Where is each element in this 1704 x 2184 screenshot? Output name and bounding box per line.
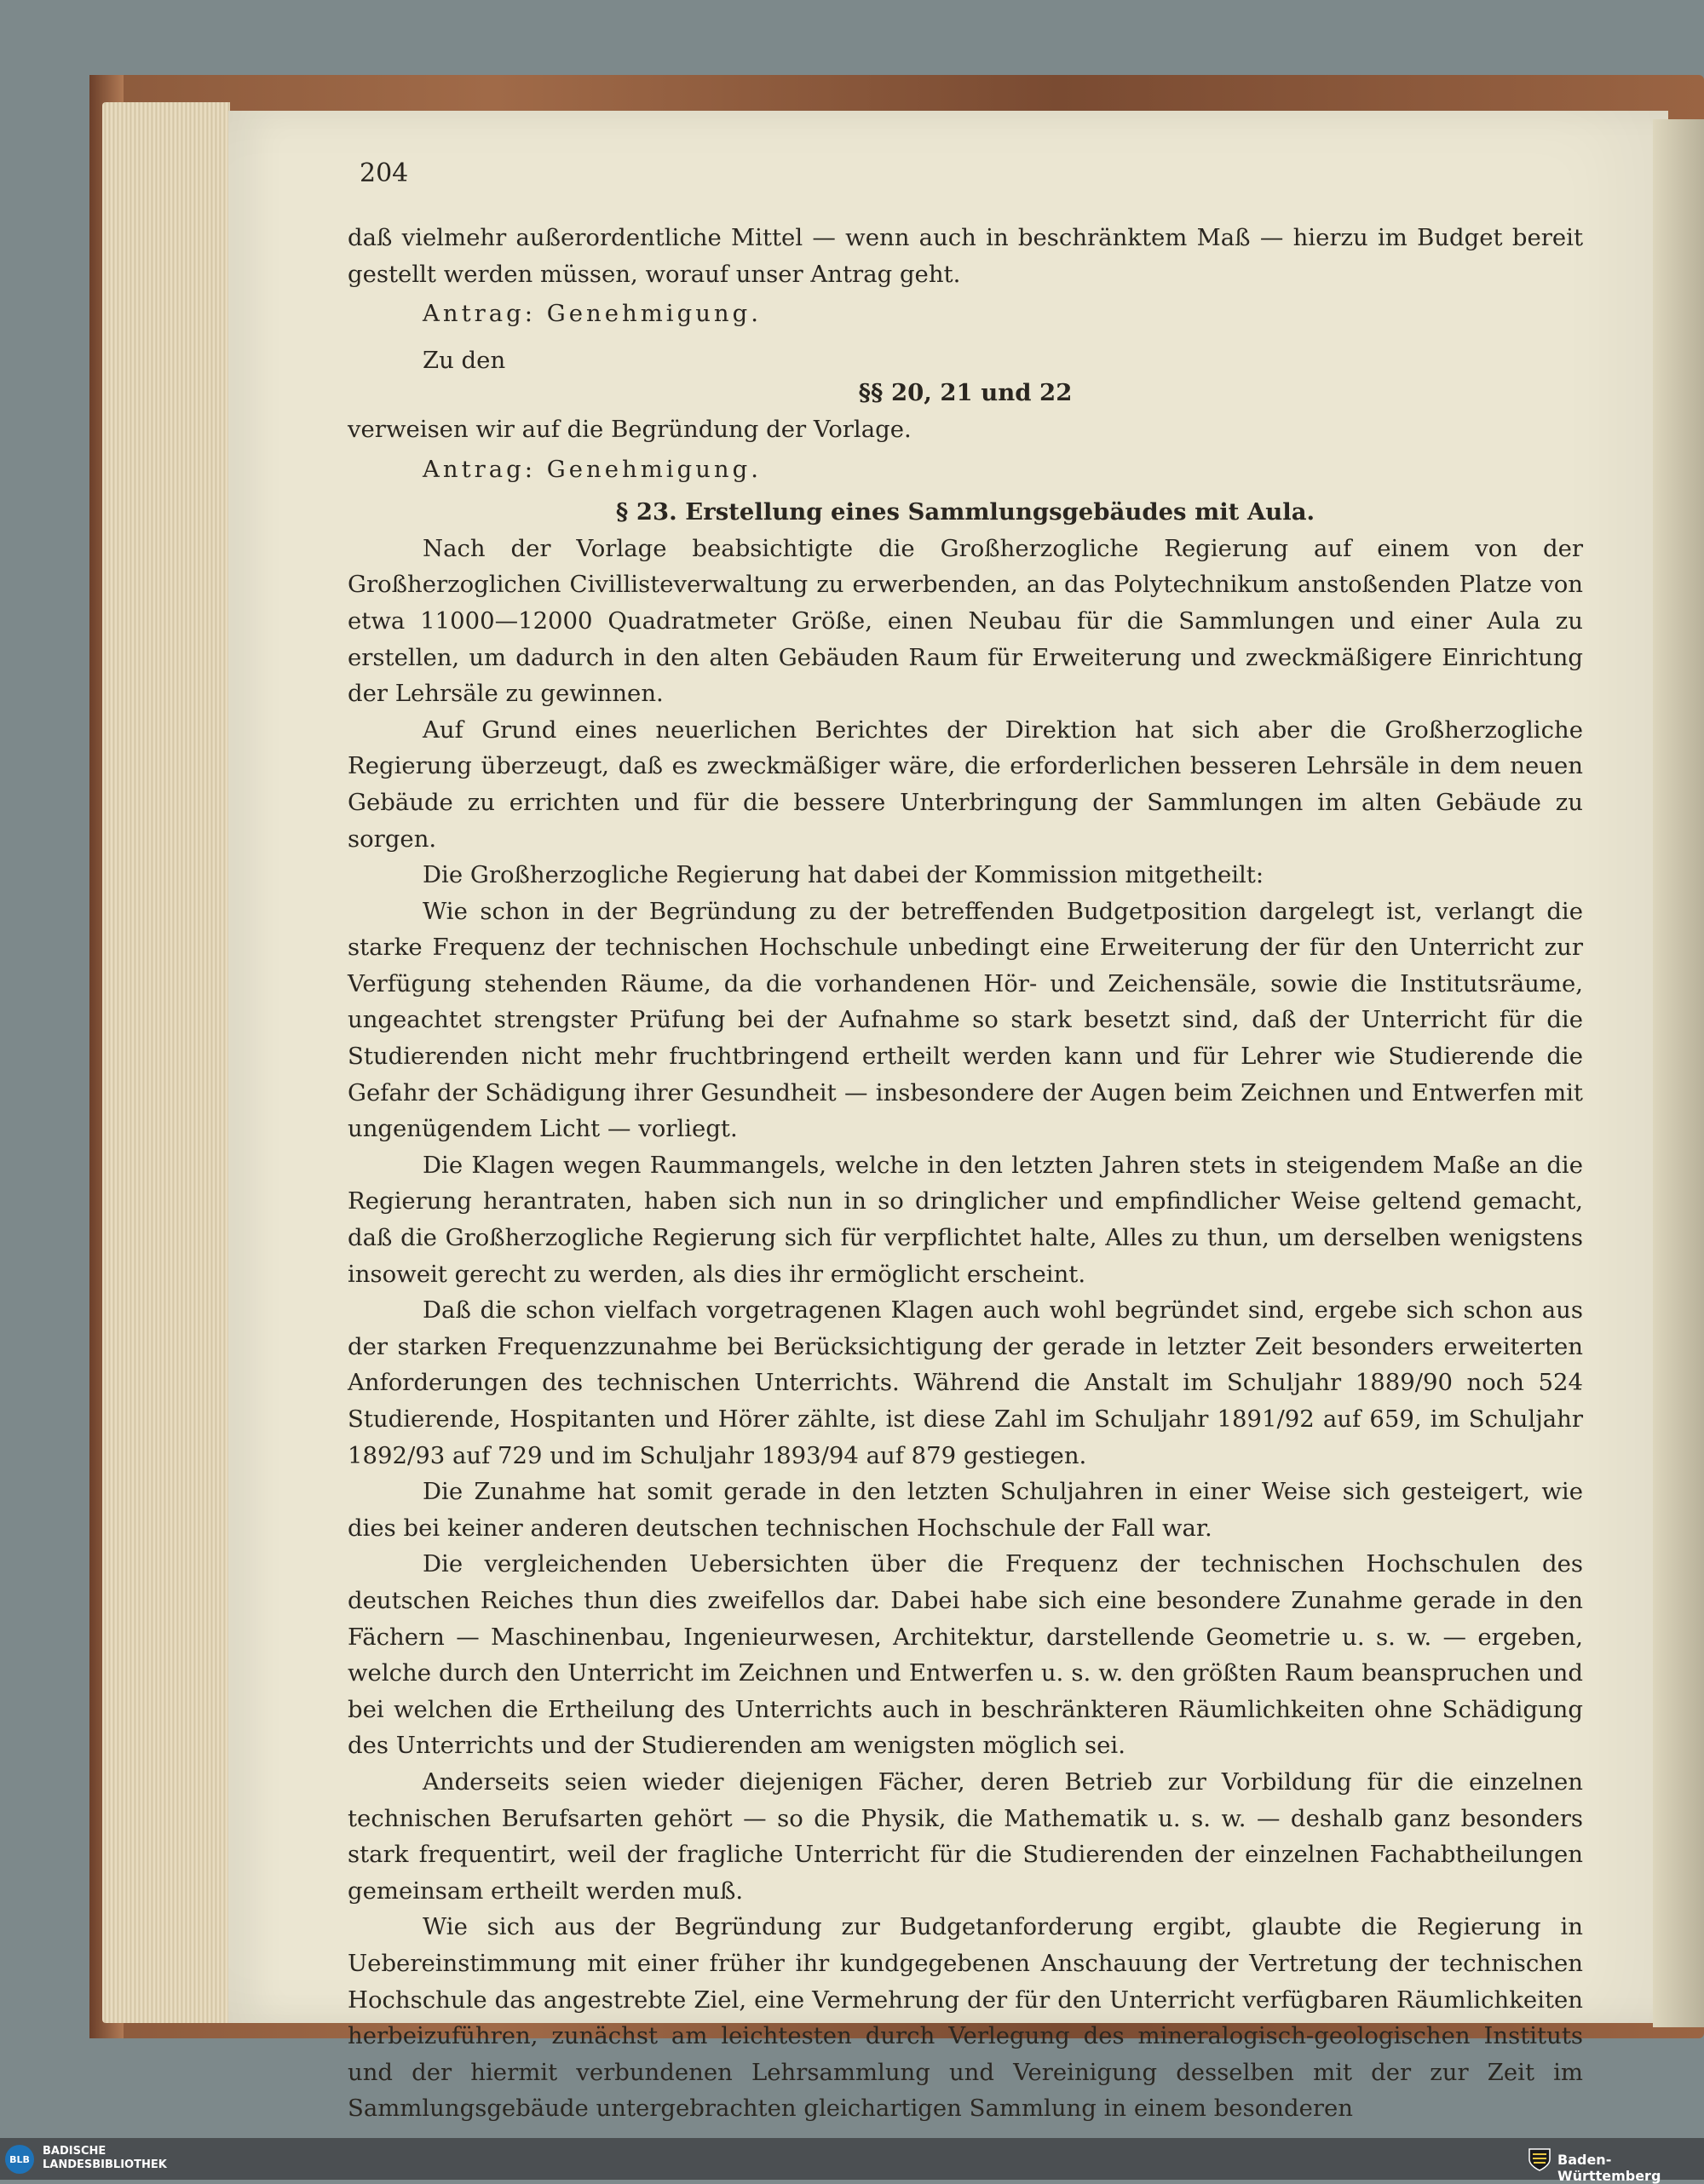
- paragraph: Die Großherzogliche Regierung hat dabei der Kommission mitgetheilt:: [423, 861, 1264, 889]
- paragraph: Daß die schon vielfach vorgetragenen Klagen auch wohl begründet sind, ergebe sich schon aus der starken Frequenzzunahme bei Berücksichtigung der gerade in letzter Zeit besonders erweiterten Anforderungen des technischen Unterrichts. Während die Anstalt im Schuljahr 1889/90 noch 524 Studierende, Hospitanten und Hörer zählte, ist diese Zahl im Schuljahr 1891/92 auf 659, im Schuljahr 1892/93 auf 729 und im Schuljahr 1893/94 auf 879 gestiegen.: [348, 1296, 1583, 1469]
- section-heading: § 23. Erstellung eines Sammlungsgebäudes mit Aula.: [615, 498, 1315, 526]
- paragraph: Wie schon in der Begründung zu der betreffenden Budgetposition dargelegt ist, verlangt die starke Frequenz der technischen Hochschule unbedingt eine Erweiterung der für den Unterricht zur Verfügung stehenden Räume, da die vorhandenen Hör- und Zeichensäle, sowie die Institutsräume, ungeachtet strengster Prüfung bei der Aufnahme so stark besetzt sind, daß der Unterricht für die Studierenden nicht mehr fruchtbringend ertheilt werden kann und für Lehrer wie Studierende die Gefahr der Schädigung ihrer Gesundheit — insbesondere der Augen beim Zeichnen und Entwerfen mit ungenügendem Licht — vorliegt.: [348, 897, 1583, 1143]
- paragraph: Auf Grund eines neuerlichen Berichtes der Direktion hat sich aber die Großherzogliche Regierung überzeugt, daß es zweckmäßiger wäre, die erforderlichen besseren Lehrsäle in dem neuen Gebäude zu errichten und für die bessere Unterbringung der Sammlungen im alten Gebäude zu sorgen.: [348, 716, 1583, 853]
- page-edges: [102, 102, 230, 2023]
- paragraph: verweisen wir auf die Begründung der Vorlage.: [348, 415, 912, 443]
- section-heading: §§ 20, 21 und 22: [858, 379, 1073, 407]
- footer-bar: [0, 2138, 1704, 2184]
- paragraph: Die Zunahme hat somit gerade in den letzten Schuljahren in einer Weise sich gesteigert, wie dies bei keiner anderen deutschen technischen Hochschule der Fall war.: [348, 1478, 1583, 1542]
- library-name-line1: BADISCHE: [43, 2145, 106, 2158]
- paragraph: Die vergleichenden Uebersichten über die Frequenz der technischen Hochschulen des deutschen Reiches thun dies zweifellos dar. Dabei habe sich eine besondere Zunahme gerade in den Fächern — Maschinenbau, Ingenieurwesen, Architektur, darstellende Geometrie u. s. w. — ergeben, welche durch den Unterricht im Zeichnen und Entwerfen u. s. w. den größten Raum beanspruchen und bei welchen die Ertheilung des Unterrichts auch in beschränkteren Räumlichkeiten ohne Schädigung des Unterrichts und der Studierenden am wenigsten möglich sei.: [348, 1550, 1583, 1760]
- paragraph: Wie sich aus der Begründung zur Budgetanforderung ergibt, glaubte die Regierung in Uebereinstimmung mit einer früher ihr kundgegebenen Anschauung der Vertretung der technischen Hochschule das angestrebte Ziel, eine Vermehrung der für den Unterricht verfügbaren Räumlichkeiten herbeizuführen, zunächst am leichtesten durch Verlegung des mineralogisch-geologischen Instituts und der hiermit verbundenen Lehrsammlung und Vereinigung desselben mit der zur Zeit im Sammlungsgebäude untergebrachten gleichartigen Sammlung in einem besonderen: [348, 1913, 1583, 2123]
- paragraph: Anderseits seien wieder diejenigen Fächer, deren Betrieb zur Vorbildung für die einzelnen technischen Berufsarten gehört — so die Physik, die Mathematik u. s. w. — deshalb ganz besonders stark frequentirt, weil der fragliche Unterricht für die Studierenden der einzelnen Fachabtheilungen gemeinsam ertheilt werden muß.: [348, 1767, 1583, 1905]
- motion-approval: Antrag: Genehmigung.: [423, 300, 762, 328]
- blb-logo-icon: BLB: [5, 2145, 34, 2174]
- coat-of-arms-icon: [1527, 2147, 1552, 2172]
- page-fold: [1653, 119, 1704, 2027]
- library-name: [43, 2145, 167, 2172]
- motion-approval: Antrag: Genehmigung.: [423, 455, 762, 483]
- page-number: 204: [360, 158, 409, 188]
- page-text: [348, 220, 1583, 2127]
- paragraph: Die Klagen wegen Raummangels, welche in den letzten Jahren stets in steigendem Maße an die Regierung herantraten, haben sich nun in so dringlicher und empfindlicher Weise geltend gemacht, daß die Großherzogliche Regierung sich für verpflichtet halte, Alles zu thun, um derselben wenigstens insoweit gerecht zu werden, als dies ihr ermöglicht erscheint.: [348, 1151, 1583, 1288]
- paragraph: daß vielmehr außerordentliche Mittel — wenn auch in beschränktem Maß — hierzu im Budget bereit gestellt werden müssen, worauf unser Antrag geht.: [348, 224, 1583, 288]
- paragraph: Zu den: [423, 346, 506, 374]
- library-name-line2: LANDESBIBLIOTHEK: [43, 2158, 167, 2171]
- state-name: Baden-Württemberg: [1557, 2152, 1661, 2184]
- paragraph: Nach der Vorlage beabsichtigte die Großherzogliche Regierung auf einem von der Großherzoglichen Civillisteverwaltung zu erwerbenden, an das Polytechnikum anstoßenden Platze von etwa 11000—12000 Quadratmeter Größe, einen Neubau für die Sammlungen und einer Aula zu erstellen, um dadurch in den alten Gebäuden Raum für Erweiterung und zweckmäßigere Einrichtung der Lehrsäle zu gewinnen.: [348, 534, 1583, 708]
